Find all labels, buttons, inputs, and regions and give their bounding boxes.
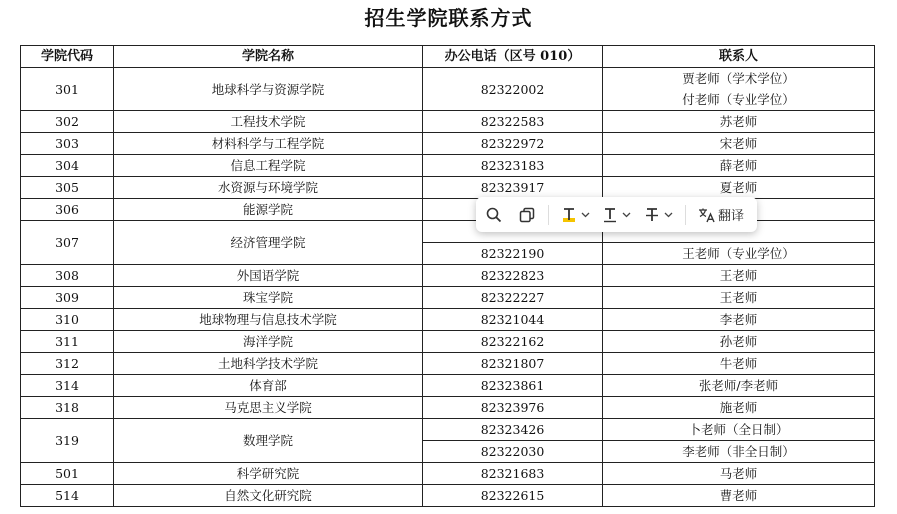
- phone-cell: 82323426: [423, 419, 603, 441]
- contact-line: 付老师（专业学位）: [682, 92, 795, 107]
- contact-cell: 马老师: [603, 463, 875, 485]
- college-name-cell: 海洋学院: [114, 331, 423, 353]
- contacts-table: [20, 45, 875, 507]
- header-phone: 办公电话（区号 010）: [423, 46, 603, 68]
- contact-cell: 王老师: [603, 265, 875, 287]
- table-row: [21, 287, 875, 309]
- college-name-cell: 信息工程学院: [114, 155, 423, 177]
- college-name-cell: 外国语学院: [114, 265, 423, 287]
- phone-cell: 82322002: [423, 68, 603, 111]
- college-name-cell: 水资源与环境学院: [114, 177, 423, 199]
- phone-cell: 82322823: [423, 265, 603, 287]
- college-code-cell: 306: [21, 199, 114, 221]
- table-row: [21, 309, 875, 331]
- table-row: [21, 375, 875, 397]
- college-code-cell: 304: [21, 155, 114, 177]
- college-code-cell: 307: [21, 221, 114, 265]
- translate-button[interactable]: [692, 197, 750, 232]
- phone-cell: 82322162: [423, 331, 603, 353]
- copy-icon: [519, 207, 535, 223]
- translate-icon: [698, 207, 715, 223]
- table-row: [21, 155, 875, 177]
- phone-cell: 82322030: [423, 441, 603, 463]
- table-row: [21, 397, 875, 419]
- table-row: [21, 353, 875, 375]
- contact-cell: 王老师（专业学位）: [603, 243, 875, 265]
- text-highlight-icon: [561, 207, 577, 223]
- college-code-cell: 305: [21, 177, 114, 199]
- phone-cell: 82323976: [423, 397, 603, 419]
- phone-cell: 82322190: [423, 243, 603, 265]
- college-name-cell: 能源学院: [114, 199, 423, 221]
- college-code-cell: 501: [21, 463, 114, 485]
- college-name-cell: 材料科学与工程学院: [114, 133, 423, 155]
- contact-cell: 李老师（非全日制）: [603, 441, 875, 463]
- text-highlight-button[interactable]: [555, 197, 595, 232]
- college-code-cell: 514: [21, 485, 114, 507]
- college-code-cell: 302: [21, 111, 114, 133]
- phone-cell: 82323183: [423, 155, 603, 177]
- text-strikethrough-button[interactable]: [637, 197, 679, 232]
- contact-cell: 张老师/李老师: [603, 375, 875, 397]
- college-code-cell: 303: [21, 133, 114, 155]
- header-contact: 联系人: [603, 46, 875, 68]
- college-name-cell: 工程技术学院: [114, 111, 423, 133]
- contact-cell: 卜老师（全日制）: [603, 419, 875, 441]
- college-name-cell: 土地科学技术学院: [114, 353, 423, 375]
- text-underline-icon: [602, 207, 618, 223]
- table-row: [21, 177, 875, 199]
- college-name-cell: 科学研究院: [114, 463, 423, 485]
- college-name-cell: 数理学院: [114, 419, 423, 463]
- college-code-cell: 312: [21, 353, 114, 375]
- contact-cell: 李老师: [603, 309, 875, 331]
- table-row: [21, 331, 875, 353]
- contact-cell: 王老师: [603, 287, 875, 309]
- contact-cell: 薛老师: [603, 155, 875, 177]
- phone-cell: 82323917: [423, 177, 603, 199]
- table-row: [21, 419, 875, 441]
- college-code-cell: 314: [21, 375, 114, 397]
- college-code-cell: 318: [21, 397, 114, 419]
- college-name-cell: 珠宝学院: [114, 287, 423, 309]
- header-code: 学院代码: [21, 46, 114, 68]
- phone-cell: 82322615: [423, 485, 603, 507]
- college-name-cell: 马克思主义学院: [114, 397, 423, 419]
- chevron-down-icon: [622, 212, 631, 218]
- search-button[interactable]: [476, 197, 512, 232]
- phone-cell: 82323861: [423, 375, 603, 397]
- text-strikethrough-icon: [644, 207, 660, 223]
- college-name-cell: 体育部: [114, 375, 423, 397]
- table-row: [21, 265, 875, 287]
- college-code-cell: 319: [21, 419, 114, 463]
- contact-cell: 曹老师: [603, 485, 875, 507]
- contact-line: 贾老师（学术学位）: [682, 71, 795, 86]
- phone-cell: 82321807: [423, 353, 603, 375]
- text-underline-button[interactable]: [595, 197, 637, 232]
- header-name: 学院名称: [114, 46, 423, 68]
- college-name-cell: 自然文化研究院: [114, 485, 423, 507]
- chevron-down-icon: [664, 212, 673, 218]
- table-row: [21, 485, 875, 507]
- phone-cell: 82322227: [423, 287, 603, 309]
- toolbar-divider: [548, 205, 549, 225]
- table-row: [21, 111, 875, 133]
- college-code-cell: 309: [21, 287, 114, 309]
- contact-cell: 苏老师: [603, 111, 875, 133]
- table-header-row: [21, 46, 875, 68]
- contact-cell: 孙老师: [603, 331, 875, 353]
- contact-cell: 夏老师: [603, 177, 875, 199]
- college-code-cell: 301: [21, 68, 114, 111]
- page-title: 招生学院联系方式: [364, 6, 533, 30]
- translate-label: 翻译: [717, 209, 744, 224]
- toolbar-divider: [685, 205, 686, 225]
- phone-cell: 82322972: [423, 133, 603, 155]
- college-name-cell: 地球科学与资源学院: [114, 68, 423, 111]
- selection-toolbar: [476, 197, 757, 232]
- copy-button[interactable]: [512, 197, 542, 232]
- contact-cell: 宋老师: [603, 133, 875, 155]
- phone-cell: 82321044: [423, 309, 603, 331]
- table-row: [21, 133, 875, 155]
- college-code-cell: 310: [21, 309, 114, 331]
- phone-cell: 82321683: [423, 463, 603, 485]
- college-name-cell: 地球物理与信息技术学院: [114, 309, 423, 331]
- college-code-cell: 311: [21, 331, 114, 353]
- phone-cell: 82322583: [423, 111, 603, 133]
- table-row: [21, 463, 875, 485]
- search-icon: [486, 207, 502, 223]
- college-name-cell: 经济管理学院: [114, 221, 423, 265]
- contact-cell: 牛老师: [603, 353, 875, 375]
- chevron-down-icon: [581, 212, 590, 218]
- contact-cell: 施老师: [603, 397, 875, 419]
- college-code-cell: 308: [21, 265, 114, 287]
- contact-cell: [603, 68, 875, 111]
